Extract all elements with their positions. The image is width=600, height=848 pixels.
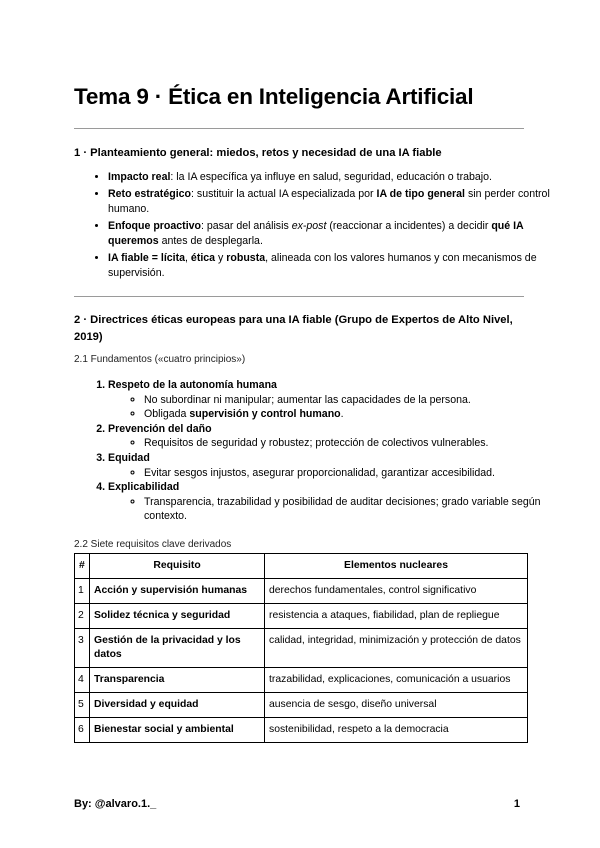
principle-detail: ◦ No subordinar ni manipular; aumentar las capacidades de la persona. — [144, 393, 560, 408]
list-item: • Enfoque proactivo: pasar del análisis ex-post (reaccionar a incidentes) a decidir qué IA queremos antes de desplegarla. — [108, 219, 558, 249]
table-cell: calidad, integridad, minimización y protección de datos — [265, 629, 528, 668]
table-row — [75, 629, 528, 668]
column-header: # — [75, 554, 90, 579]
table-cell: trazabilidad, explicaciones, comunicación a usuarios — [265, 668, 528, 693]
column-header: Elementos nucleares — [265, 554, 528, 579]
section-2-heading: 2 · Directrices éticas europeas para una IA fiable (Grupo de Expertos de Alto Nivel, 2019) — [74, 314, 513, 343]
list-item: • IA fiable = lícita, ética y robusta, alineada con los valores humanos y con mecanismos de supervisión. — [108, 251, 558, 281]
table-header-row — [75, 554, 528, 579]
table-cell: ausencia de sesgo, diseño universal — [265, 693, 528, 718]
list-item: • Impacto real: la IA específica ya influye en salud, seguridad, educación o trabajo. — [108, 170, 558, 185]
table-cell: derechos fundamentales, control significativo — [265, 579, 528, 604]
table-row — [75, 693, 528, 718]
principle-detail: ◦ Transparencia, trazabilidad y posibilidad de auditar decisiones; grado variable según contexto. — [144, 495, 560, 524]
table-row — [75, 718, 528, 743]
table-cell: Gestión de la privacidad y los datos — [90, 629, 265, 668]
principle-detail: ◦ Obligada supervisión y control humano. — [144, 407, 560, 422]
table-row — [75, 668, 528, 693]
divider — [74, 296, 524, 297]
table-cell: 6 — [75, 718, 90, 743]
principle-detail: ◦ Requisitos de seguridad y robustez; protección de colectivos vulnerables. — [144, 436, 560, 451]
column-header: Requisito — [90, 554, 265, 579]
page-number: 1 — [513, 798, 520, 810]
requirements-table — [74, 553, 528, 743]
principle-item: 1. Respeto de la autonomía humana ◦ No subordinar ni manipular; aumentar las capacidades de la persona. ◦ Obligada supervisión y control humano. — [108, 378, 560, 422]
table-cell: Bienestar social y ambiental — [90, 718, 265, 743]
page-title: Tema 9 · Ética en Inteligencia Artificial — [74, 84, 474, 109]
divider — [74, 128, 524, 129]
table-cell: 3 — [75, 629, 90, 668]
table-cell: Diversidad y equidad — [90, 693, 265, 718]
table-cell: 2 — [75, 604, 90, 629]
list-item: • Reto estratégico: sustituir la actual IA especializada por IA de tipo general sin perder control humano. — [108, 187, 558, 217]
table-cell: 5 — [75, 693, 90, 718]
table-cell: Transparencia — [90, 668, 265, 693]
page-footer — [74, 798, 526, 810]
table-row — [75, 579, 528, 604]
table-cell: sostenibilidad, respeto a la democracia — [265, 718, 528, 743]
section-1-heading: 1 · Planteamiento general: miedos, retos y necesidad de una IA fiable — [74, 147, 442, 159]
table-cell: resistencia a ataques, fiabilidad, plan de repliegue — [265, 604, 528, 629]
principle-detail: ◦ Evitar sesgos injustos, asegurar proporcionalidad, garantizar accesibilidad. — [144, 466, 560, 481]
footer-author: By: @alvaro.1._ — [74, 798, 157, 810]
subsection-2-1-heading: 2.1 Fundamentos («cuatro principios») — [74, 354, 246, 365]
principle-item: 2. Prevención del daño ◦ Requisitos de seguridad y robustez; protección de colectivos vulnerables. — [108, 422, 560, 451]
table-row — [75, 604, 528, 629]
table-cell: 4 — [75, 668, 90, 693]
principles-list — [74, 378, 560, 524]
table-cell: Acción y supervisión humanas — [90, 579, 265, 604]
table-cell: 1 — [75, 579, 90, 604]
principle-item: 4. Explicabilidad ◦ Transparencia, trazabilidad y posibilidad de auditar decisiones; grado variable según contexto. — [108, 480, 560, 524]
section-1-bullets — [74, 170, 558, 283]
table-cell: Solidez técnica y seguridad — [90, 604, 265, 629]
principle-item: 3. Equidad ◦ Evitar sesgos injustos, asegurar proporcionalidad, garantizar accesibilidad. — [108, 451, 560, 480]
subsection-2-2-heading: 2.2 Siete requisitos clave derivados — [74, 539, 232, 550]
